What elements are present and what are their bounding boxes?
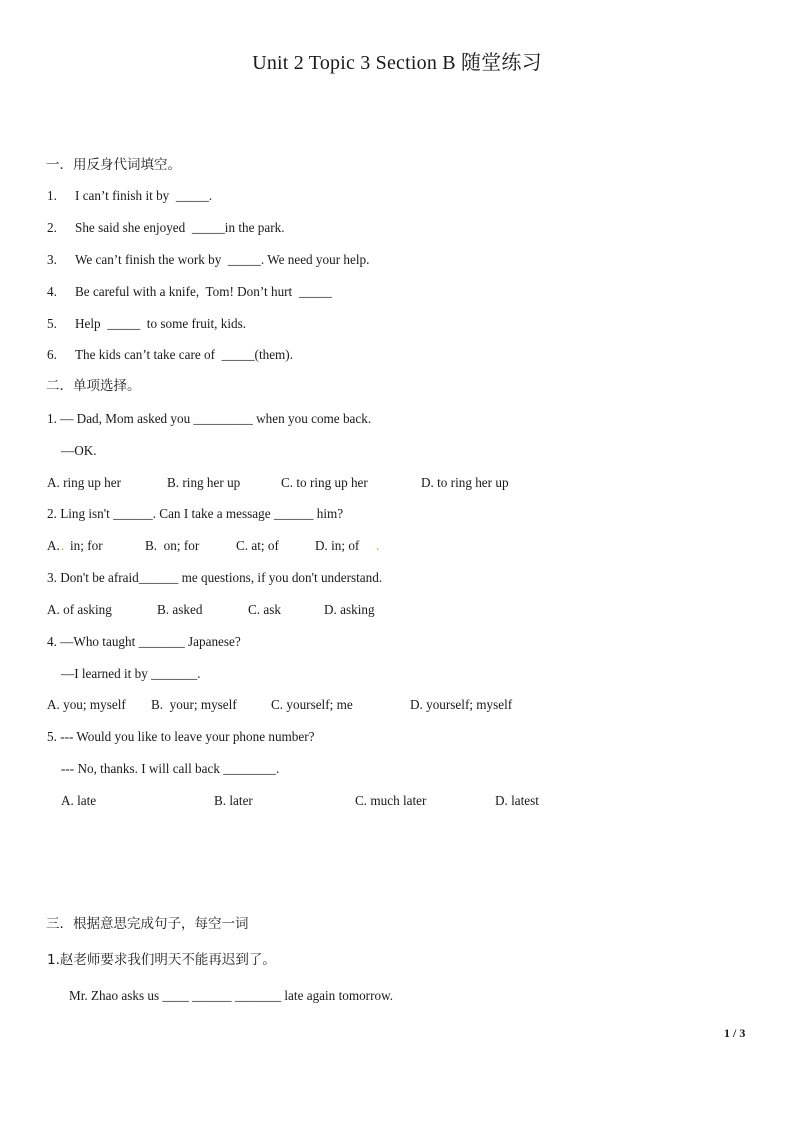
item-number: 5. (47, 316, 57, 331)
option: B. on; for (145, 538, 200, 553)
question-stem: 3. Don't be afraid______ me questions, if you don't understand. (47, 570, 383, 585)
item-number: 6. (47, 347, 57, 362)
section3-heading: 三．根据意思完成句子，每空一词 (46, 916, 249, 932)
list-item (47, 315, 246, 333)
section1-heading: 一．用反身代词填空。 (46, 157, 181, 173)
option: A. you; myself (47, 697, 126, 712)
list-item (47, 187, 212, 205)
option: C. ask (248, 602, 281, 617)
item-number: 2. (47, 220, 57, 235)
option: B. your; myself (151, 697, 237, 712)
option: in; for (70, 538, 103, 553)
page-number: 1 / 3 (724, 1026, 746, 1040)
option: B. ring her up (167, 475, 241, 490)
question-english: Mr. Zhao asks us ____ ______ _______ late again tomorrow. (69, 988, 394, 1003)
option: A. ring up her (47, 475, 121, 490)
option: A. of asking (47, 602, 112, 617)
item-text: She said she enjoyed _____in the park. (75, 220, 285, 235)
item-number: 4. (47, 284, 57, 299)
item-text: Be careful with a knife, Tom! Don’t hurt _____ (75, 284, 332, 299)
item-number: 1. (47, 188, 57, 203)
question-chinese: 1.赵老师要求我们明天不能再迟到了。 (47, 952, 276, 968)
option: A. (47, 538, 60, 553)
option: C. yourself; me (271, 697, 353, 712)
option: D. asking (324, 602, 375, 617)
option: A. late (61, 793, 97, 808)
option: B. asked (157, 602, 203, 617)
mark-dot: . (376, 538, 380, 553)
item-text: I can’t finish it by _____. (75, 188, 213, 203)
question-reply: —OK. (61, 443, 97, 458)
option: C. much later (355, 793, 427, 808)
question-stem: 2. Ling isn't ______. Can I take a message ______ him? (47, 506, 344, 521)
option: D. in; of (315, 538, 360, 553)
list-item (47, 251, 369, 269)
item-number: 3. (47, 252, 57, 267)
list-item (47, 219, 285, 237)
option: C. at; of (236, 538, 279, 553)
question-reply: —I learned it by _______. (61, 666, 201, 681)
option: C. to ring up her (281, 475, 368, 490)
option: D. latest (495, 793, 539, 808)
question-reply: --- No, thanks. I will call back ________. (61, 761, 280, 776)
question-stem: 4. —Who taught _______ Japanese? (47, 634, 241, 649)
list-item (47, 283, 332, 301)
option: B. later (214, 793, 253, 808)
question-stem: 1. — Dad, Mom asked you _________ when you come back. (47, 411, 372, 426)
mark-dot: . (61, 538, 65, 553)
option: D. yourself; myself (410, 697, 513, 712)
section2-heading: 二．单项选择。 (46, 378, 141, 394)
list-item (47, 346, 293, 364)
question-stem: 5. --- Would you like to leave your phone number? (47, 729, 315, 744)
item-text: We can’t finish the work by _____. We need your help. (75, 252, 370, 267)
item-text: Help _____ to some fruit, kids. (75, 316, 247, 331)
page-title: Unit 2 Topic 3 Section B 随堂练习 (252, 52, 542, 74)
item-text: The kids can’t take care of _____(them). (75, 347, 293, 362)
option: D. to ring her up (421, 475, 509, 490)
